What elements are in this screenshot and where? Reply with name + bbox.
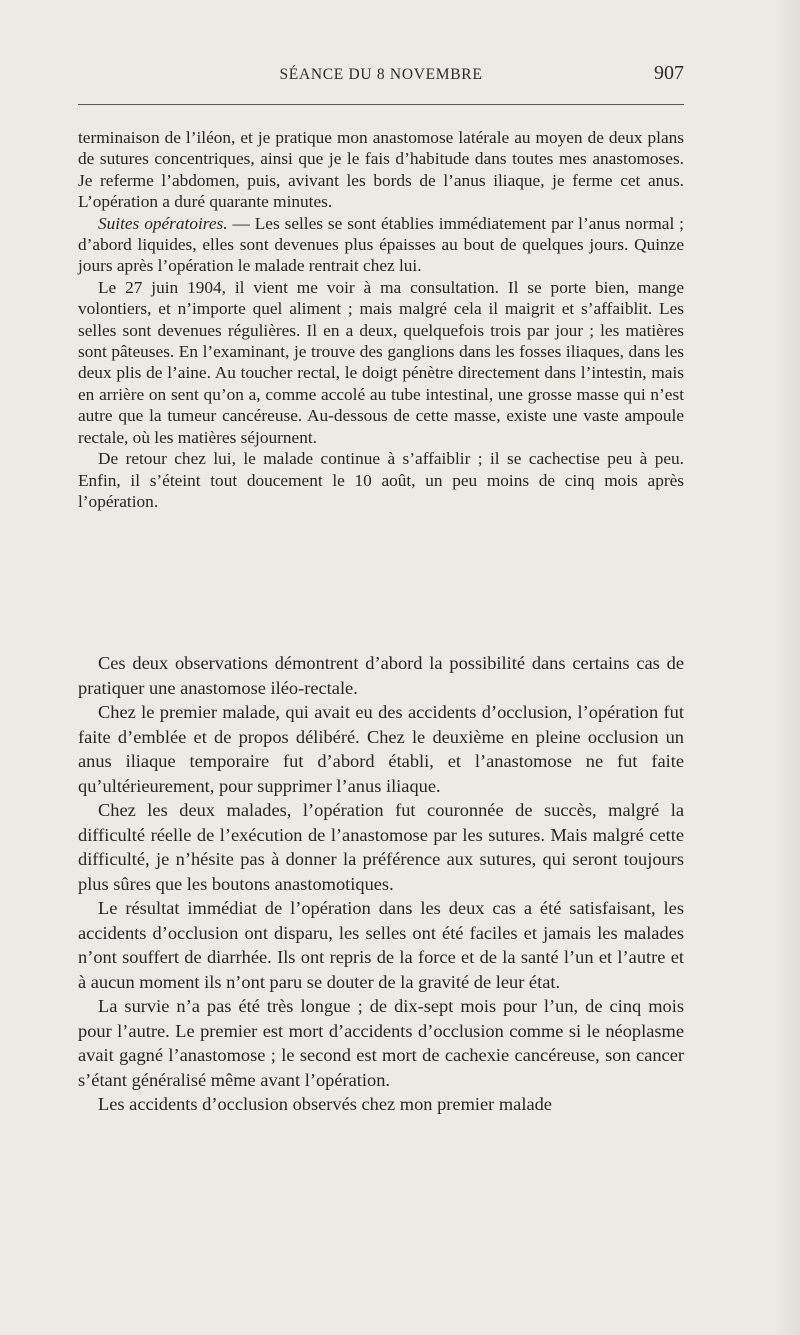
discussion-paragraph: La survie n’a pas été très longue ; de dix-sept mois pour l’un, de cinq mois pour l’autre. Le premier est mort d’accidents d’occlusion comme si le néoplasme avait gagné l’anastomose ; le second est mort de cachexie cancéreuse, son cancer s’étant généralisé même avant l’opération. [78,996,684,1090]
observation-paragraph: Le 27 juin 1904, il vient me voir à ma consultation. Il se porte bien, mange volontiers, et n’importe quel aliment ; mais malgré cela il maigrit et s’affaiblit. Les selles sont devenues régulières. Il en a deux, quelquefois trois par jour ; les matières sont pâteuses. En l’examinant, je trouve des ganglions dans les fosses iliaques, dans les deux plis de l’aine. Au toucher rectal, le doigt pénètre directement dans l’intestin, mais en arrière on sent qu’on a, comme accolé au tube intestinal, une grosse masse qui n’est autre que la tumeur cancéreuse. Au-dessous de cette masse, existe une vaste ampoule rectale, où les matières séjournent. [78,277,684,447]
observation-paragraph [78,213,684,277]
paragraph-text: — Les selles se sont établies immédiatement par l’anus normal ; d’abord liquides, elles sont devenues plus épaisses au bout de quelques jours. Quinze jours après l’opération le malade rentrait chez lui. [78,213,684,276]
discussion-paragraph: Chez les deux malades, l’opération fut couronnée de succès, malgré la difficulté réelle de l’exécution de l’anastomose par les sutures. Mais malgré cette difficulté, je n’hésite pas à donner la préférence aux sutures, qui seront toujours plus sûres que les boutons anastomotiques. [78,800,684,894]
discussion-section [78,651,684,1117]
page-number: 907 [654,62,684,84]
discussion-paragraph: Ces deux observations démontrent d’abord la possibilité dans certains cas de pratiquer une anastomose iléo-rectale. [78,653,684,698]
running-title: SÉANCE DU 8 NOVEMBRE [279,66,483,83]
observation-paragraph: terminaison de l’iléon, et je pratique mon anastomose latérale au moyen de deux plans de sutures concentriques, ainsi que je le fais d’habitude dans toutes mes anastomoses. Je referme l’abdomen, puis, avivant les bords de l’anus iliaque, je ferme cet anus. L’opération a duré quarante minutes. [78,128,684,212]
discussion-paragraph: Les accidents d’occlusion observés chez mon premier malade [98,1094,552,1114]
header-rule [78,104,684,105]
page-header [78,62,684,92]
observation-paragraph: De retour chez lui, le malade continue à s’affaiblir ; il se cachectise peu à peu. Enfin, il s’éteint tout doucement le 10 août, un peu moins de cinq mois après l’opération. [78,449,684,511]
subheading-suites-operatoires: Suites opératoires. [98,213,228,233]
discussion-paragraph: Le résultat immédiat de l’opération dans les deux cas a été satisfaisant, les accidents d’occlusion ont disparu, les selles ont été faciles et jamais les malades n’ont souffert de diarrhée. Ils ont repris de la force et de la santé l’un et l’autre et à aucun moment ils n’ont paru se douter de la gravité de leur état. [78,898,684,992]
page-edge-shadow [774,0,800,1335]
observation-section [78,127,684,512]
discussion-paragraph: Chez le premier malade, qui avait eu des accidents d’occlusion, l’opération fut faite d’emblée et de propos délibéré. Chez le deuxième en pleine occlusion un anus iliaque temporaire fut d’abord établi, et l’anastomose ne fut faite qu’ultérieurement, pour supprimer l’anus iliaque. [78,702,684,796]
